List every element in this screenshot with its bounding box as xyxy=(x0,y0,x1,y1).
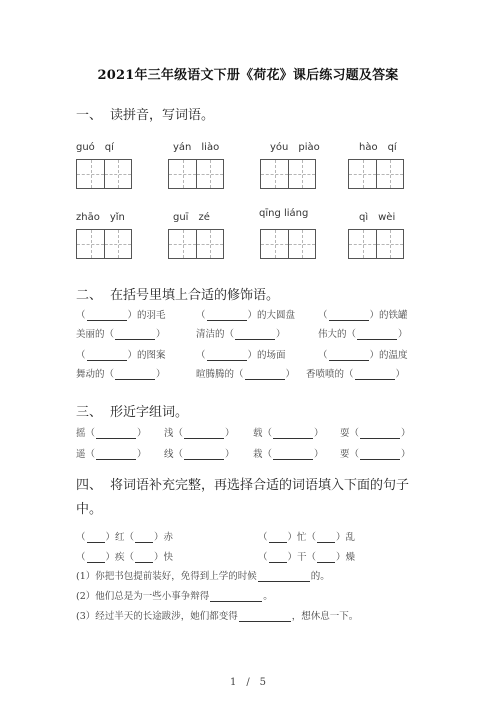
answer-blank[interactable] xyxy=(360,428,400,439)
sentence-2: (2）他们总是为一些小事争辩得 。 xyxy=(76,591,273,602)
section4-heading xyxy=(76,474,426,522)
answer-blank[interactable] xyxy=(329,350,369,361)
modifier-item: （ ）的大圆盘 xyxy=(196,310,296,321)
answer-blank[interactable] xyxy=(355,369,395,380)
sentence-1: (1）你把书包提前装好，免得到上学的时候 的。 xyxy=(76,571,330,582)
answer-blank[interactable] xyxy=(273,449,313,460)
answer-blank[interactable] xyxy=(273,428,313,439)
section3-title: 形近字组词。 xyxy=(110,405,189,420)
answer-blank[interactable] xyxy=(184,449,224,460)
section4-number: 四、 xyxy=(76,478,103,493)
modifier-item: 美丽的（ ） xyxy=(76,329,166,340)
pinyin-qiwei: qì wèi xyxy=(359,212,396,223)
tianzi-box[interactable] xyxy=(76,229,132,259)
tianzi-box[interactable] xyxy=(348,229,404,259)
answer-blank[interactable] xyxy=(317,552,335,563)
idiom-item: （ ）干（ ）燥 xyxy=(258,552,356,563)
answer-blank[interactable] xyxy=(115,329,155,340)
idiom-item: （ ）忙（ ）乱 xyxy=(258,532,356,543)
pinyin-row-2 xyxy=(76,208,436,222)
modifier-row-2 xyxy=(76,326,436,340)
section4-title: 将词语补充完整，再选择合适的词语填入下面的句子中。 xyxy=(76,478,410,517)
section3-heading xyxy=(76,401,188,420)
answer-blank[interactable] xyxy=(135,552,153,563)
section2-title: 在括号里填上合适的修饰语。 xyxy=(110,288,280,303)
answer-blank[interactable] xyxy=(87,310,127,321)
modifier-row-4 xyxy=(76,366,436,380)
idiom-row-2 xyxy=(76,549,436,563)
pinyin-guoqi: guó qí xyxy=(76,142,114,153)
modifier-item: 舞动的（ ） xyxy=(76,369,166,380)
modifier-item: （ ）的图案 xyxy=(76,350,166,361)
similar-char-item: 载（ ） xyxy=(253,428,324,439)
similar-char-item: 耍（ ） xyxy=(340,428,411,439)
modifier-item: （ ）的温度 xyxy=(318,350,408,361)
answer-blank[interactable] xyxy=(357,329,397,340)
answer-blank[interactable] xyxy=(87,532,105,543)
modifier-item: 清洁的（ ） xyxy=(196,329,286,340)
answer-blank[interactable] xyxy=(87,552,105,563)
similar-char-row-2 xyxy=(76,446,436,460)
pinyin-row-1 xyxy=(76,138,436,152)
similar-char-item: 栽（ ） xyxy=(253,449,324,460)
answer-blank[interactable] xyxy=(210,591,262,602)
modifier-item: 伟大的（ ） xyxy=(318,329,408,340)
answer-blank[interactable] xyxy=(87,350,127,361)
answer-blank[interactable] xyxy=(329,310,369,321)
answer-blank[interactable] xyxy=(207,310,247,321)
tianzi-box[interactable] xyxy=(168,229,224,259)
sentence-3: (3）经过半天的长途跋涉，她们都变得 ，想休息一下。 xyxy=(76,611,359,622)
tianzi-box[interactable] xyxy=(260,159,316,189)
modifier-item: （ ）的铁罐 xyxy=(318,310,408,321)
tianzi-box[interactable] xyxy=(348,159,404,189)
writing-grid-row-1 xyxy=(76,159,436,189)
pinyin-haoqi: hào qí xyxy=(359,142,397,153)
section1-number: 一、 xyxy=(76,108,103,123)
answer-blank[interactable] xyxy=(207,350,247,361)
answer-blank[interactable] xyxy=(269,552,287,563)
answer-blank[interactable] xyxy=(269,532,287,543)
similar-char-item: 遥（ ） xyxy=(76,449,147,460)
modifier-item: 香喷喷的（ ） xyxy=(306,369,406,380)
answer-blank[interactable] xyxy=(258,571,310,582)
answer-blank[interactable] xyxy=(360,449,400,460)
idiom-item: （ ）疾（ ）快 xyxy=(76,552,174,563)
page-number: 1 / 5 xyxy=(229,677,267,688)
answer-blank[interactable] xyxy=(96,449,136,460)
answer-blank[interactable] xyxy=(184,428,224,439)
similar-char-item: 线（ ） xyxy=(164,449,235,460)
idiom-row-1 xyxy=(76,529,436,543)
answer-blank[interactable] xyxy=(245,369,285,380)
answer-blank[interactable] xyxy=(135,532,153,543)
section3-number: 三、 xyxy=(76,405,103,420)
answer-blank[interactable] xyxy=(115,369,155,380)
similar-char-item: 要（ ） xyxy=(340,449,411,460)
section2-number: 二、 xyxy=(76,288,103,303)
tianzi-box[interactable] xyxy=(260,229,316,259)
pinyin-yanliao: yán liào xyxy=(173,142,220,153)
modifier-item: （ ）的场面 xyxy=(196,350,286,361)
tianzi-box[interactable] xyxy=(168,159,224,189)
pinyin-zhaoyin: zhāo yǐn xyxy=(76,212,125,223)
page-title: 2021年三年级语文下册《荷花》课后练习题及答案 xyxy=(97,68,399,83)
answer-blank[interactable] xyxy=(239,611,291,622)
answer-blank[interactable] xyxy=(96,428,136,439)
pinyin-youpiao: yóu piào xyxy=(270,142,320,153)
similar-char-row-1 xyxy=(76,425,436,439)
modifier-item: （ ）的羽毛 xyxy=(76,310,166,321)
tianzi-box[interactable] xyxy=(76,159,132,189)
section1-heading xyxy=(76,104,214,123)
section2-heading xyxy=(76,284,279,303)
modifier-row-1 xyxy=(76,307,436,321)
writing-grid-row-2 xyxy=(76,229,436,259)
modifier-item: 暄腾腾的（ ） xyxy=(196,369,296,380)
answer-blank[interactable] xyxy=(317,532,335,543)
answer-blank[interactable] xyxy=(235,329,275,340)
similar-char-item: 浅（ ） xyxy=(164,428,235,439)
idiom-item: （ ）红（ ）赤 xyxy=(76,532,174,543)
modifier-row-3 xyxy=(76,347,436,361)
similar-char-item: 摇（ ） xyxy=(76,428,147,439)
section1-title: 读拼音，写词语。 xyxy=(110,108,215,123)
pinyin-qingliang: qīng liáng xyxy=(259,208,309,219)
pinyin-guize: guī zé xyxy=(173,212,210,223)
